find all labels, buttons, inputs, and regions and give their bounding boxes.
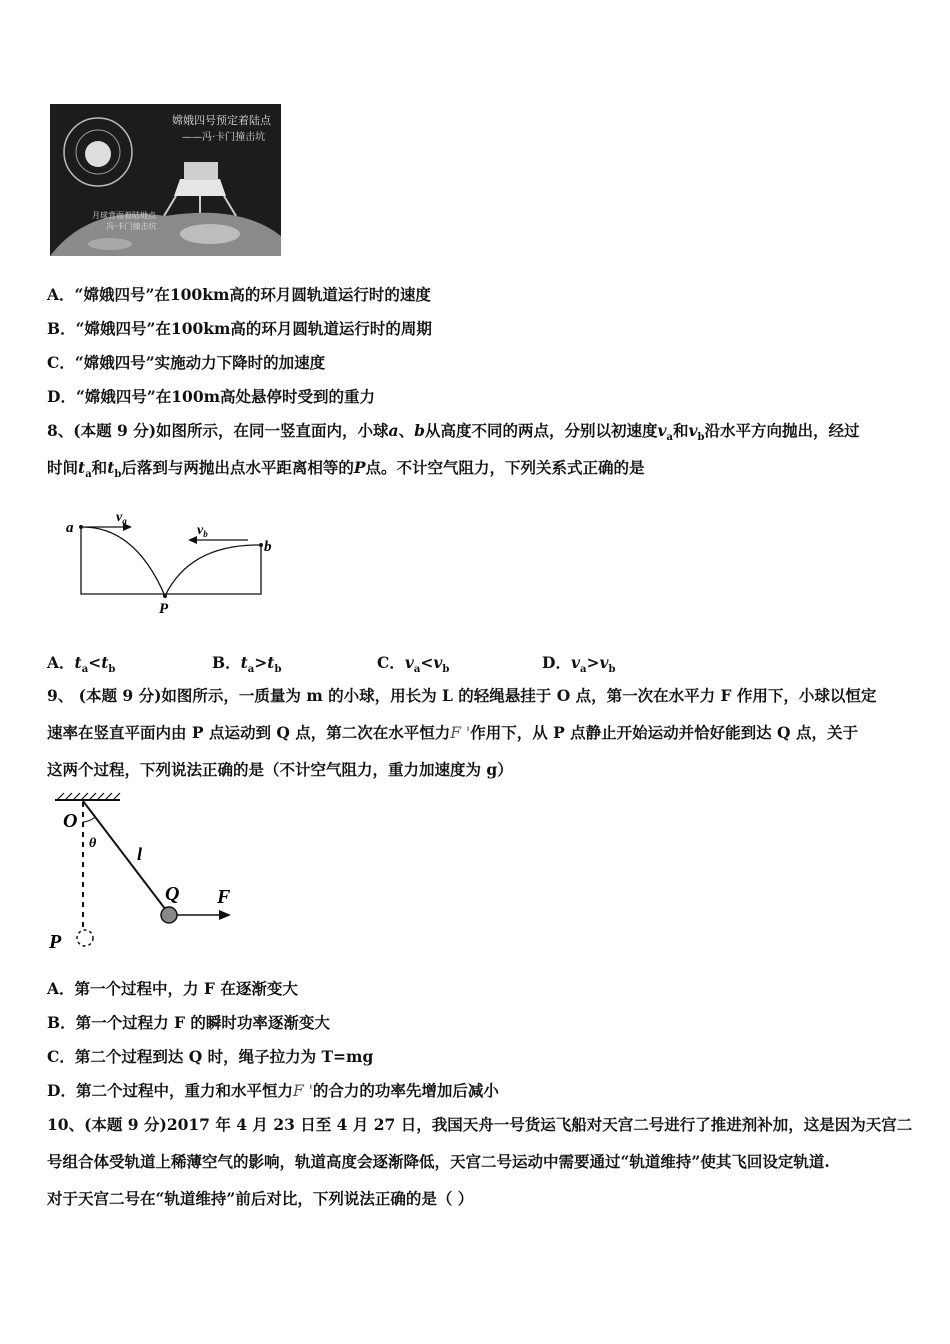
- photo-caption-top-2: ——冯·卡门撞击坑: [182, 132, 266, 143]
- q10-stem-line1: 10、(本题 9 分)2017 年 4 月 23 日至 4 月 27 日，我国天舟一号货运飞船对天宫二号进行了推进剂补加，这是因为天宫二: [47, 1115, 913, 1134]
- q9-fig-label-O: O: [63, 810, 78, 832]
- q8-stem-line1: 8、(本题 9 分)如图所示，在同一竖直面内，小球a、b从高度不同的两点，分别以初速度$v_a$和$v_b$沿水平方向抛出，经过: [47, 421, 860, 444]
- photo-caption-bottom-1: 月球背面着陆地点: [92, 211, 156, 220]
- q9-fig-label-P: P: [49, 931, 62, 953]
- q9-option-b: B．第一个过程力 F 的瞬时功率逐渐变大: [47, 1013, 330, 1032]
- q9-pendulum-figure: [45, 790, 255, 960]
- q8-option-a: A．$t_a<t_b$: [47, 653, 116, 676]
- q7-option-b: B．“嫦娥四号”在100km高的环月圆轨道运行时的周期: [47, 319, 432, 338]
- q9-stem-line1: 9、 (本题 9 分)如图所示，一质量为 m 的小球，用长为 L 的轻绳悬挂于 O 点，第一次在水平力 F 作用下，小球以恒定: [47, 686, 877, 705]
- q9-fig-label-F: F: [217, 886, 231, 908]
- q9-fig-label-theta: θ: [89, 836, 97, 851]
- q9-fig-label-Q: Q: [165, 883, 180, 905]
- q9-stem-line2: 速率在竖直平面内由 P 点运动到 Q 点，第二次在水平恒力F '作用下，从 P 点静止开始运动并恰好能到达 Q 点，关于: [47, 723, 858, 742]
- q8-fig-label-P: P: [159, 601, 169, 617]
- change4-photo: [50, 104, 281, 256]
- q9-option-c: C．第二个过程到达 Q 时，绳子拉力为 T=mg: [47, 1047, 374, 1066]
- q8-fig-label-b: b: [264, 539, 272, 555]
- q8-option-d: D．$v_a>v_b$: [542, 653, 616, 676]
- q9-option-a: A．第一个过程中，力 F 在逐渐变大: [47, 979, 298, 998]
- photo-caption-bottom-2: 冯·卡门撞击坑: [106, 222, 157, 231]
- q10-stem-line3: 对于天宫二号在“轨道维持”前后对比，下列说法正确的是（ ）: [47, 1189, 474, 1208]
- q8-fig-label-a: a: [66, 520, 74, 536]
- q8-projectile-figure: [60, 496, 280, 621]
- q8-fig-label-va: $v_a$: [116, 510, 127, 526]
- q7-option-a: A．“嫦娥四号”在100km高的环月圆轨道运行时的速度: [47, 285, 431, 304]
- q8-stem-line2: 时间$t_a$和$t_b$后落到与两抛出点水平距离相等的P点。不计空气阻力，下列关系式正确的是: [47, 458, 645, 481]
- q8-fig-label-vb: $v_b$: [197, 523, 208, 539]
- q9-fig-label-l: l: [137, 844, 143, 864]
- q8-option-b: B．$t_a>t_b$: [212, 653, 282, 676]
- q9-stem-line3: 这两个过程，下列说法正确的是（不计空气阻力，重力加速度为 g）: [47, 760, 513, 779]
- q7-option-d: D．“嫦娥四号”在100m高处悬停时受到的重力: [47, 387, 376, 406]
- q8-option-c: C．$v_a<v_b$: [377, 653, 450, 676]
- photo-caption-top-1: 嫦娥四号预定着陆点: [172, 114, 271, 127]
- q7-option-c: C．“嫦娥四号”实施动力下降时的加速度: [47, 353, 326, 372]
- q10-stem-line2: 号组合体受轨道上稀薄空气的影响，轨道高度会逐渐降低，天宫二号运动中需要通过“轨道维持”使其飞回设定轨道.: [47, 1152, 830, 1171]
- q9-option-d: D．第二个过程中，重力和水平恒力F '的合力的功率先增加后减小: [47, 1081, 499, 1100]
